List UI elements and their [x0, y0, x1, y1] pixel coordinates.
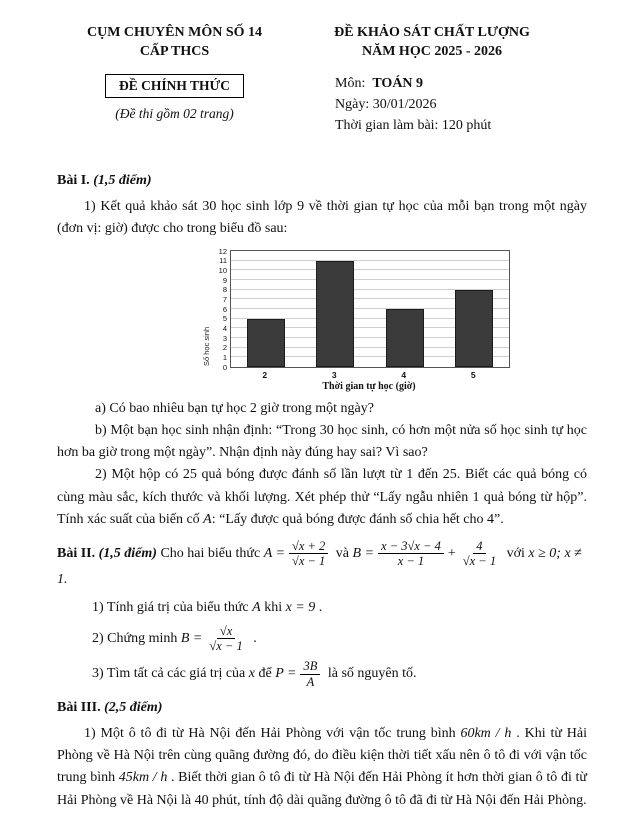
part3-heading — [57, 697, 587, 719]
plus-sign: + — [447, 545, 456, 561]
part2-item3-P-equals: P = — [275, 666, 297, 682]
part1-q2-variable: A — [203, 511, 212, 527]
part1-title: Bài I. — [57, 172, 90, 188]
part2-item1-x-value: x = 9 — [285, 599, 316, 615]
subject-line — [335, 73, 562, 94]
fraction-P — [300, 659, 320, 689]
part3-problem-1 — [57, 723, 587, 811]
pages-note: (Đề thi gồm 02 trang) — [115, 105, 234, 121]
part1-q2-text-2: : “Lấy được quả bóng được đánh số chia hết cho 4”. — [211, 511, 504, 527]
part2-item1-text-3: . — [315, 599, 323, 615]
part2-item-3 — [57, 659, 587, 689]
chart-x-tick-label: 5 — [470, 370, 476, 381]
part2-item3-text-1: 3) Tìm tất cả các giá trị của — [92, 666, 249, 682]
bar-chart — [202, 246, 587, 393]
chart-bar — [247, 319, 285, 367]
part2-points: (1,5 điểm) — [98, 545, 157, 561]
part3-text-1: 1) Một ô tô đi từ Hà Nội đến Hải Phòng với vận tốc trung bình — [84, 726, 461, 742]
org-line-1: CỤM CHUYÊN MÔN SỐ 14 — [87, 25, 262, 40]
part2-item2-text-1: 2) Chứng minh — [92, 630, 181, 646]
part3-text-3: . Biết thời gian ô tô đi từ Hà Nội đến Hải Phòng ít hơn thời gian ô tô đi từ Hải Phòng về Hà Nội là 40 phút, tính độ dài quãng đường ô tô đã đi từ Hà Nội đến Hải Phòng. — [57, 770, 587, 808]
chart-y-tick-label: 3 — [222, 333, 227, 343]
fraction-B2-denominator: √x − 1 — [462, 554, 497, 569]
chart-y-axis-label: Số học sinh — [202, 326, 211, 367]
subject-label: Môn: — [335, 75, 366, 91]
part2-B-equals: B = — [352, 545, 375, 561]
part1-question-2 — [57, 464, 587, 530]
exam-title-line-1: ĐỀ KHẢO SÁT CHẤT LƯỢNG — [334, 25, 530, 40]
chart-x-tick-labels — [230, 368, 508, 380]
chart-y-tick-label: 1 — [222, 352, 227, 362]
chart-y-tick-label: 4 — [222, 323, 227, 333]
part2-heading — [57, 539, 587, 591]
part1-q2-text-1: 2) Một hộp có 25 quả bóng được đánh số lần lượt từ 1 đến 25. Biết các quả bóng có cùng màu sắc, kích thước và khối lượng. Xét phép thử “Lấy ngẫu nhiên 1 quả bóng từ hộp”. Tính xác suất của biến cố — [57, 467, 587, 527]
fraction-A-denominator: √x − 1 — [291, 554, 326, 569]
time-line: Thời gian làm bài: 120 phút — [335, 117, 492, 133]
exam-title-line-2: NĂM HỌC 2025 - 2026 — [362, 43, 502, 59]
header-right-block — [292, 24, 562, 136]
fraction-B1 — [378, 539, 444, 569]
chart-x-tick-label: 2 — [262, 370, 268, 381]
part1-points: (1,5 điểm) — [93, 172, 152, 188]
fraction-B-result-denominator: √x − 1 — [209, 639, 243, 653]
part3-title: Bài III. — [57, 700, 101, 716]
chart-y-tick-label: 7 — [222, 294, 227, 304]
chart-y-tick-label: 8 — [222, 285, 227, 295]
chart-bar — [455, 290, 493, 367]
part2-and: và — [332, 545, 353, 561]
part3-speed-1: 60km / h — [460, 726, 512, 742]
part2-item3-text-2: để — [255, 666, 276, 682]
part2-title: Bài II. — [57, 545, 96, 561]
part2-item1-text-2: khi — [260, 599, 286, 615]
part2-item1-text-1: 1) Tính giá trị của biểu thức — [92, 599, 253, 615]
part2-with: với — [503, 545, 529, 561]
chart-gridline — [231, 269, 509, 270]
part2-item2-text-2: . — [249, 630, 257, 646]
part2-item-2 — [57, 624, 587, 654]
chart-y-tick-label: 2 — [222, 343, 227, 353]
chart-gridline — [231, 279, 509, 280]
fraction-B2-numerator: 4 — [473, 539, 485, 554]
chart-bar — [386, 309, 424, 367]
subject-value: TOÁN 9 — [372, 75, 424, 91]
part2-condition: x ≥ 0; x ≠ 1. — [57, 545, 582, 587]
fraction-B2 — [460, 539, 499, 569]
chart-y-tick-label: 9 — [222, 275, 227, 285]
fraction-B-result-numerator: √x — [217, 624, 235, 639]
fraction-P-numerator: 3B — [300, 659, 320, 674]
part2-item3-text-3: là số nguyên tố. — [324, 666, 417, 682]
part3-points: (2,5 điểm) — [104, 700, 163, 716]
chart-y-tick-label: 0 — [222, 362, 227, 372]
fraction-A — [289, 539, 328, 569]
chart-y-tick-label: 5 — [222, 314, 227, 324]
part1-question-b: b) Một bạn học sinh nhận định: “Trong 30 học sinh, có hơn một nửa số học sinh tự học hơn ba giờ trong một ngày”. Nhận định này đúng hay sai? Vì sao? — [57, 423, 587, 461]
part2-A-equals: A = — [263, 545, 285, 561]
part2-item-1 — [57, 597, 587, 618]
header-left-block — [57, 24, 292, 136]
org-line-2: CẤP THCS — [139, 43, 210, 59]
fraction-A-numerator: √x + 2 — [289, 539, 328, 554]
chart-y-tick-label: 10 — [218, 265, 227, 275]
chart-gridline — [231, 260, 509, 261]
fraction-P-denominator: A — [306, 674, 315, 689]
part2-item2-B-equals: B = — [180, 630, 203, 646]
part2-item3-var-x: x — [248, 666, 255, 682]
chart-x-tick-label: 3 — [331, 370, 337, 381]
exam-info-block — [302, 73, 562, 136]
chart-x-axis-label: Thời gian tự học (giờ) — [322, 381, 416, 393]
chart-plot-area — [218, 246, 510, 372]
part3-text-2: . Khi từ Hải Phòng về Hà Nội trên cùng quãng đường đó, do điều kiện thời tiết xấu nên ô tô đi với vận tốc trung bình — [57, 726, 587, 786]
fraction-B1-denominator: x − 1 — [397, 554, 425, 569]
exam-header — [57, 24, 587, 136]
official-exam-box: ĐỀ CHÍNH THỨC — [105, 74, 244, 98]
chart-y-tick-label: 12 — [218, 246, 227, 256]
part1-heading — [57, 170, 587, 192]
fraction-B-result — [206, 624, 245, 654]
chart-bar — [316, 261, 354, 367]
part1-question1: 1) Kết quả khảo sát 30 học sinh lớp 9 về thời gian tự học của mỗi bạn trong một ngày (đơn vị: giờ) được cho trong biểu đồ sau: — [57, 198, 587, 236]
chart-x-tick-label: 4 — [401, 370, 407, 381]
part1-question-a: a) Có bao nhiêu bạn tự học 2 giờ trong một ngày? — [95, 401, 374, 417]
fraction-B1-numerator: x − 3√x − 4 — [378, 539, 444, 554]
part2-intro: Cho hai biểu thức — [156, 545, 264, 561]
chart-y-tick-label: 11 — [219, 256, 227, 266]
chart-y-tick-label: 6 — [222, 304, 227, 314]
part2-item1-var-A: A — [252, 599, 261, 615]
chart-main — [218, 246, 510, 393]
part3-speed-2: 45km / h — [118, 770, 168, 786]
date-line: Ngày: 30/01/2026 — [335, 96, 437, 112]
